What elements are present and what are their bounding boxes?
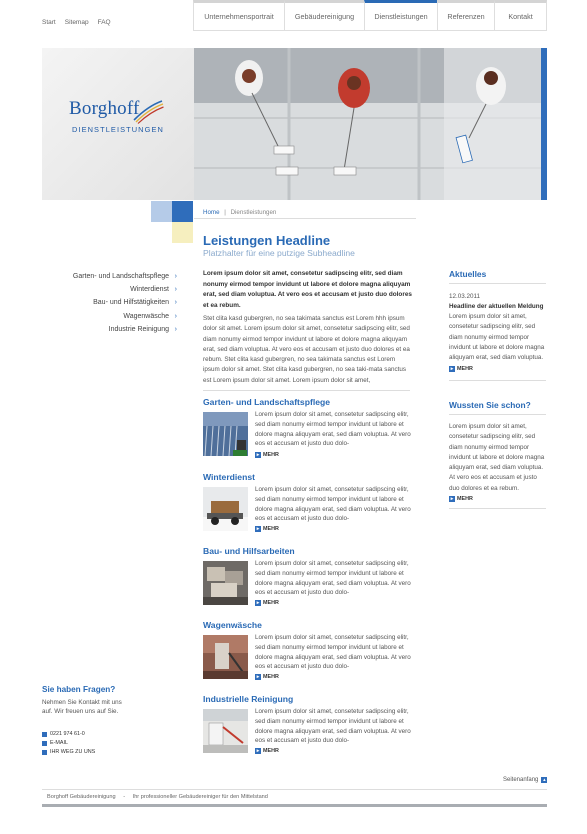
breadcrumb-home[interactable]: Home — [203, 209, 220, 216]
contact-phone[interactable] — [42, 731, 85, 737]
decor-square-cream — [172, 222, 193, 243]
sidebar-item-industrie[interactable]: Industrie Reinigung › — [42, 323, 177, 336]
footer-separator: - — [123, 794, 126, 800]
utility-nav — [42, 19, 111, 26]
service-more-industrie[interactable] — [255, 748, 279, 754]
breadcrumb-current: Dienstleistungen — [230, 209, 277, 216]
intro-text: Lorem ipsum dolor sit amet, consetetur sadipscing elitr, sed diam nonumy eirmod tempor invidunt ut labore et dolore magna aliquyam erat, sed diam voluptua. At vero eos et accusam et justo duo dolores et ea rebum. — [203, 270, 412, 309]
news-headline[interactable]: Headline der aktuellen Meldung — [449, 303, 544, 310]
tab-kontakt[interactable]: Kontakt — [494, 0, 547, 31]
more-arrow-icon: ▸ — [450, 366, 454, 372]
service-title-bau[interactable]: Bau- und Hilfsarbeiten — [203, 546, 295, 556]
more-label: MEHR — [457, 366, 473, 372]
news-bottom-rule — [449, 380, 546, 381]
logo-swoosh-icon — [132, 100, 164, 124]
service-thumb-bau[interactable] — [203, 561, 248, 605]
contact-email-label: E-MAIL — [50, 740, 68, 746]
service-text-bau: Lorem ipsum dolor sit amet, consetetur sadipscing elitr, sed diam nonumy eirmod tempor invidunt ut labore et dolore magna aliquyam erat, sed diam voluptua. At vero eos et accusam et justo duo dolo- — [255, 560, 411, 597]
back-to-top-link[interactable] — [503, 777, 547, 783]
service-title-industrie[interactable]: Industrielle Reinigung — [203, 694, 294, 704]
breadcrumb — [203, 209, 276, 216]
footer-company: Borghoff Gebäudereinigung — [47, 794, 116, 800]
tab-dienstleistungen[interactable]: Dienstleistungen — [364, 0, 437, 31]
did-you-know-more[interactable] — [449, 496, 473, 502]
tab-referenzen[interactable]: Referenzen — [437, 0, 494, 31]
service-title-garten[interactable]: Garten- und Landschaftspflege — [203, 397, 331, 407]
hero-accent-stripe — [541, 48, 547, 200]
garden-photo-icon — [203, 412, 248, 456]
contact-text: Nehmen Sie Kontakt mit uns auf. Wir freuen uns auf Sie. — [42, 699, 122, 716]
utility-link-start[interactable]: Start — [42, 19, 56, 26]
more-label: MEHR — [263, 748, 279, 754]
content-divider — [203, 390, 410, 391]
news-more[interactable] — [449, 366, 473, 372]
more-label: MEHR — [263, 526, 279, 532]
more-arrow-icon: ▸ — [256, 674, 260, 680]
service-more-bau[interactable] — [255, 600, 279, 606]
service-text-industrie: Lorem ipsum dolor sit amet, consetetur sadipscing elitr, sed diam nonumy eirmod tempor invidunt ut labore et dolore magna aliquyam erat, sed diam voluptua. At vero eos et accusam et justo duo dolo- — [255, 708, 411, 745]
more-arrow-icon: ▸ — [256, 748, 260, 754]
breadcrumb-divider — [194, 218, 416, 219]
did-you-know-bottom-rule — [449, 508, 546, 509]
directions-arrow-icon — [42, 750, 47, 755]
service-thumb-industrie[interactable] — [203, 709, 248, 753]
more-arrow-icon: ▸ — [450, 496, 454, 502]
decor-square-light-blue — [151, 201, 172, 222]
hero-image — [194, 48, 541, 200]
tab-gebaeudereinigung[interactable]: Gebäudereinigung — [284, 0, 364, 31]
news-title: Aktuelles — [449, 269, 487, 279]
sidebar-item-winterdienst[interactable]: Winterdienst › — [42, 283, 177, 296]
back-to-top-label: Seitenanfang — [503, 777, 539, 783]
tab-unternehmensportrait[interactable]: Unternehmensportrait — [193, 0, 284, 31]
service-thumb-winterdienst[interactable] — [203, 487, 248, 531]
service-more-garten[interactable] — [255, 452, 279, 458]
service-text-wagenwaesche: Lorem ipsum dolor sit amet, consetetur sadipscing elitr, sed diam nonumy eirmod tempor invidunt ut labore et dolore magna aliquyam erat, sed diam voluptua. At vero eos et accusam et justo duo dolo- — [255, 634, 411, 671]
contact-title: Sie haben Fragen? — [42, 685, 116, 694]
hero-cleaners-illustration — [194, 48, 541, 200]
more-label: MEHR — [263, 674, 279, 680]
more-arrow-icon: ▸ — [256, 452, 260, 458]
industrial-cleaning-photo-icon — [203, 709, 248, 753]
utility-link-sitemap[interactable]: Sitemap — [64, 19, 89, 26]
sidebar-nav — [42, 270, 177, 336]
footer-tagline: Ihr professioneller Gebäudereiniger für den Mittelstand — [132, 794, 268, 800]
contact-directions[interactable] — [42, 749, 95, 755]
service-title-wagenwaesche[interactable]: Wagenwäsche — [203, 620, 262, 630]
page-title: Leistungen Headline — [203, 233, 331, 248]
email-arrow-icon — [42, 741, 47, 746]
page-subtitle: Platzhalter für eine putzige Subheadline — [203, 248, 355, 258]
more-label: MEHR — [263, 452, 279, 458]
logo-subtitle: DIENSTLEISTUNGEN — [72, 125, 164, 134]
footer-text — [47, 794, 268, 800]
contact-directions-label: IHR WEG ZU UNS — [50, 749, 96, 755]
logo-panel — [42, 48, 194, 200]
arrow-up-icon: ▴ — [543, 777, 546, 783]
contact-phone-label: 0221 974 61-0 — [50, 731, 85, 737]
did-you-know-text: Lorem ipsum dolor sit amet, consetetur sadipscing elitr, sed diam nonumy eirmod tempor invidunt ut labore et dolore magna aliquyam erat, sed diam voluptua. At vero eos et accusam et justo duo dolores et ea rebum. — [449, 423, 545, 492]
more-arrow-icon: ▸ — [256, 526, 260, 532]
main-nav — [193, 0, 547, 31]
news-text: Lorem ipsum dolor sit amet, consetetur sadipscing elitr, sed diam nonumy eirmod tempor invidunt ut labore et dolore magna aliquyam erat, sed diam voluptua. — [449, 313, 545, 362]
more-label: MEHR — [263, 600, 279, 606]
decor-square-blue — [172, 201, 193, 222]
service-more-winterdienst[interactable] — [255, 526, 279, 532]
more-label: MEHR — [457, 496, 473, 502]
logo-wordmark[interactable]: Borghoff — [69, 98, 140, 119]
sidebar-item-bau[interactable]: Bau- und Hilfstätigkeiten › — [42, 296, 177, 309]
snowplow-photo-icon — [203, 487, 248, 531]
sidebar-item-garten[interactable]: Garten- und Landschaftspflege › — [42, 270, 177, 283]
service-thumb-wagenwaesche[interactable] — [203, 635, 248, 679]
construction-photo-icon — [203, 561, 248, 605]
news-rule — [449, 283, 546, 284]
service-text-winterdienst: Lorem ipsum dolor sit amet, consetetur sadipscing elitr, sed diam nonumy eirmod tempor invidunt ut labore et dolore magna aliquyam erat, sed diam voluptua. At vero eos et accusam et justo duo dolo- — [255, 486, 411, 523]
contact-email[interactable] — [42, 740, 68, 746]
news-date: 12.03.2011 — [449, 293, 481, 300]
sidebar-item-wagenwaesche[interactable]: Wagenwäsche › — [42, 310, 177, 323]
did-you-know-title: Wussten Sie schon? — [449, 400, 531, 410]
service-more-wagenwaesche[interactable] — [255, 674, 279, 680]
service-text-garten: Lorem ipsum dolor sit amet, consetetur sadipscing elitr, sed diam nonumy eirmod tempor invidunt ut labore et dolore magna aliquyam erat, sed diam voluptua. At vero eos et accusam et justo duo dolo- — [255, 411, 411, 448]
more-arrow-icon: ▸ — [256, 600, 260, 606]
service-title-winterdienst[interactable]: Winterdienst — [203, 472, 255, 482]
body-paragraph: Stet clita kasd gubergren, no sea takimata sanctus est Lorem hhh ipsum dolor sit amet. Lorem ipsum dolor sit amet, consetetur sadipscing elitr, sed diam nonumy eirmod tempor invidunt ut labore et dolore magna aliquyam erat, sed diam voluptua. At vero eos et accusam et justo duo dolores et ea rebum. Stet clita kasd gubergren, no sea takimata sanctus est Lorem ipsum dolor sit amet. Stet clita kasd gubergren, no sea taki-mata sanctus est Lorem ipsum dolor sit amet. Lorem ipsum dolor sit amet, — [203, 315, 410, 384]
did-you-know-rule — [449, 414, 546, 415]
breadcrumb-separator: | — [224, 209, 226, 216]
service-thumb-garten[interactable] — [203, 412, 248, 456]
phone-arrow-icon — [42, 732, 47, 737]
utility-link-faq[interactable]: FAQ — [97, 19, 111, 26]
carwash-photo-icon — [203, 635, 248, 679]
